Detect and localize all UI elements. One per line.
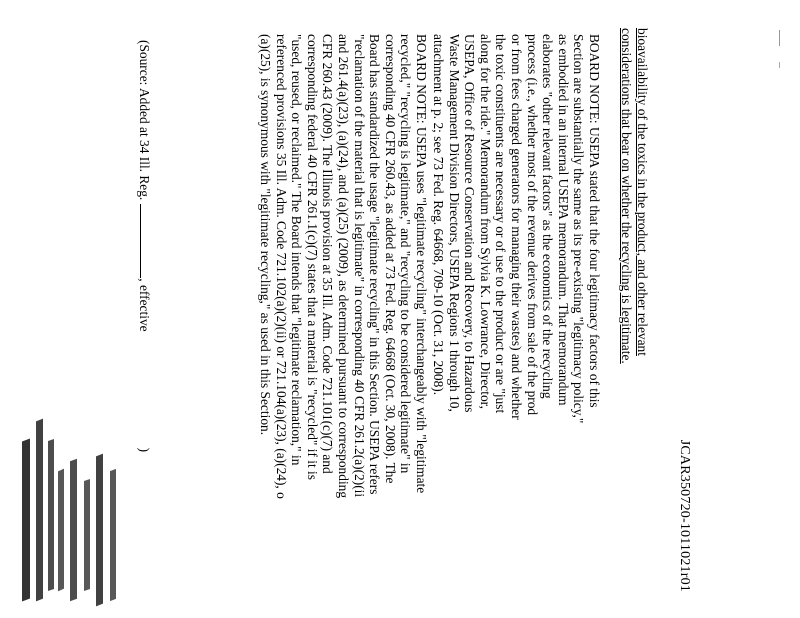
text-line: corresponding federal 40 CFR 261.1(c)(7) states that a material is "recycled" if it is bbox=[304, 34, 320, 480]
text-line: elaborates "other relevant factors" as the economics of the recycling bbox=[540, 34, 556, 399]
text-line: or from fees charged generators for managing their wastes) and whether bbox=[509, 34, 525, 420]
intro-paragraph bbox=[619, 28, 650, 588]
board-note-1 bbox=[430, 34, 602, 590]
text-line: USEPA, Office of Resource Conservation and Recovery, to Hazardous bbox=[462, 34, 478, 413]
text-line: bioavailability of the toxics in the product, and other relevant bbox=[635, 28, 650, 356]
text-line: Waste Management Division Directors, USEPA Regions 1 through 10, bbox=[446, 34, 462, 412]
text-line: BOARD NOTE: USEPA uses "legitimate recycling" interchangeably with "legitimate bbox=[414, 34, 429, 494]
reg-blank bbox=[140, 204, 152, 278]
text-line: "reclamation of the material that is legitimate" in corresponding 40 CFR 261.2(a)(2)(ii bbox=[351, 34, 367, 498]
text-line: BOARD NOTE: USEPA stated that the four legitimacy factors of this bbox=[587, 34, 602, 408]
scan-smudge bbox=[70, 459, 77, 602]
text-line: recycled," "recycling is legitimate," and "recycling to be considered legitimate" in bbox=[398, 34, 414, 474]
text-line: "used, reused, or reclaimed." The Board intends that "legitimate reclamation," in bbox=[289, 34, 305, 466]
source-note bbox=[136, 40, 152, 600]
source-effective: , effective bbox=[137, 278, 152, 332]
scan-mark bbox=[779, 30, 780, 46]
scan-smudge bbox=[96, 454, 103, 607]
scan-mark bbox=[779, 62, 780, 68]
rotated-document bbox=[127, 0, 712, 600]
text-line: (a)(25), is synonymous with "legitimate recycling," as used in this Section. bbox=[258, 34, 274, 436]
text-line: Board has standardized the usage "legitimate recycling" in this Section. USEPA refers bbox=[367, 34, 383, 495]
scan-smudge bbox=[22, 439, 30, 602]
text-line: process (i.e., whether most of the revenue derives from sale of the prod bbox=[524, 34, 540, 416]
text-line: considerations that bear on whether the recycling is legitimate. bbox=[619, 28, 635, 364]
text-line: as embodied in an internal USEPA memorandum. That memorandum bbox=[555, 34, 571, 406]
document-code: JCAR350720-1011021r01 bbox=[677, 439, 692, 592]
scan-smudge bbox=[36, 419, 43, 602]
scan-smudge bbox=[110, 469, 116, 601]
text-line: CFR 260.43 (2009). The Illinois provision at 35 Ill. Adm. Code 721.101(c)(7) and bbox=[320, 34, 336, 474]
text-line: attachment at p. 2; see 73 Fed. Reg. 64668, 709-10 (Oct. 31, 2008). bbox=[431, 34, 447, 396]
source-close: ) bbox=[137, 447, 152, 453]
board-note-2 bbox=[257, 34, 429, 590]
text-line: referenced provisions 35 Ill. Adm. Code 721.102(a)(2)(ii) or 721.104(a)(23), (a)(24), o bbox=[273, 34, 289, 499]
source-prefix: (Source: Added at 34 Ill. Reg. bbox=[137, 40, 152, 201]
text-line: and 261.4(a)(23), (a)(24), and (a)(25) (2009), as determined pursuant to corresponding bbox=[336, 34, 352, 499]
scan-smudge bbox=[58, 469, 64, 592]
text-line: corresponding 40 CFR 260.43, as added at 73 Fed. Reg. 64668 (Oct. 30, 2008). The bbox=[382, 34, 398, 484]
scan-smudge bbox=[84, 479, 90, 591]
scan-smudge bbox=[48, 439, 54, 591]
text-line: Section are substantially the same as its pre-existing "legitimacy policy," bbox=[571, 34, 587, 424]
text-line: along for the ride." Memorandum from Sylvia K. Lowrance, Director, bbox=[477, 34, 493, 409]
text-line: the toxic constituents are necessary or of use to the product or are "just bbox=[493, 34, 509, 414]
